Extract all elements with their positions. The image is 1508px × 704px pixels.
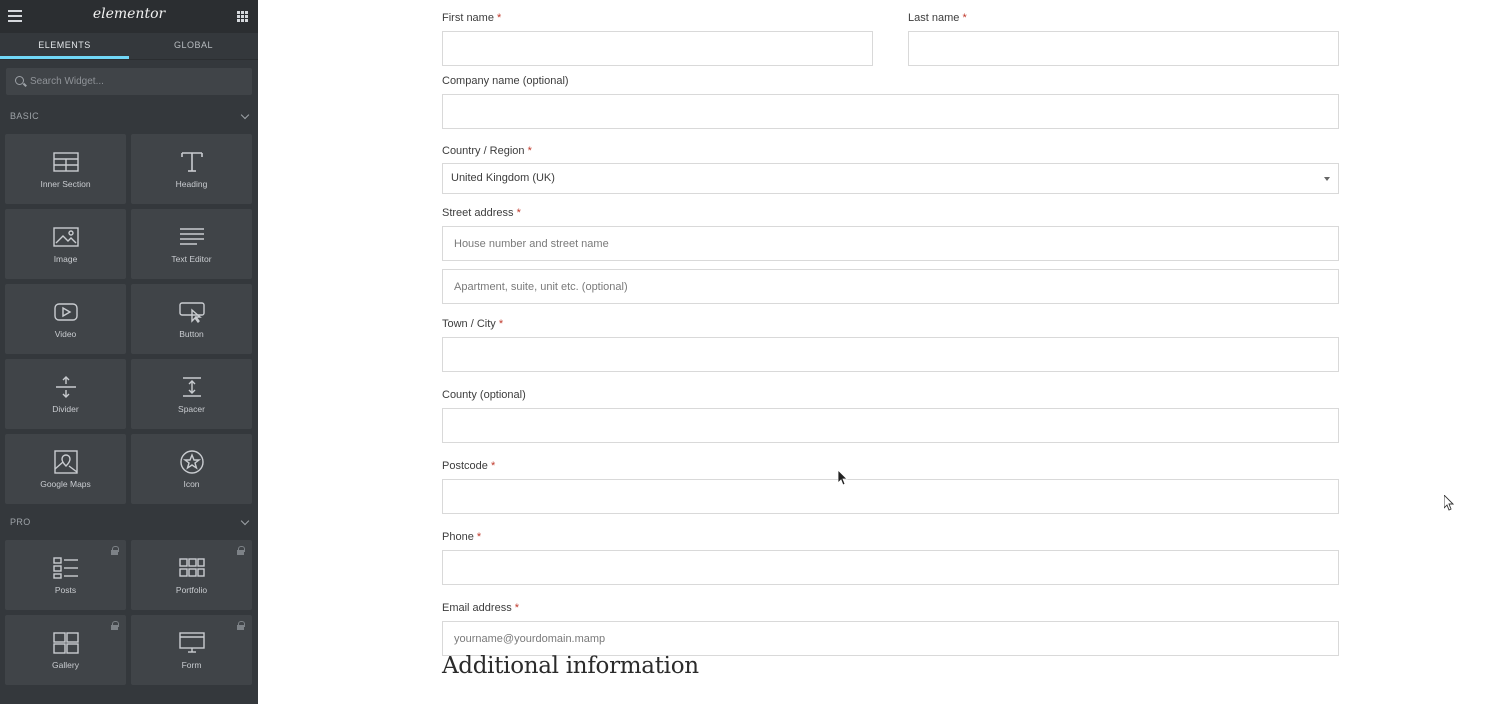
street-group bbox=[442, 206, 1339, 304]
category-pro-header[interactable] bbox=[0, 509, 258, 535]
country-select[interactable] bbox=[442, 163, 1339, 194]
widget-label: Image bbox=[53, 253, 78, 264]
first-name-group bbox=[442, 11, 873, 66]
widget-label: Spacer bbox=[178, 403, 205, 414]
editor-preview bbox=[258, 0, 1508, 704]
panel-header bbox=[0, 0, 258, 33]
widget-label: Text Editor bbox=[171, 253, 212, 264]
tab-global[interactable]: GLOBAL bbox=[173, 40, 214, 50]
widget-label: Icon bbox=[183, 478, 200, 489]
town-input[interactable] bbox=[442, 337, 1339, 372]
postcode-label: Postcode * bbox=[442, 460, 496, 472]
country-selected-value: United Kingdom (UK) bbox=[451, 172, 555, 184]
first-name-label: First name * bbox=[442, 12, 502, 24]
postcode-group bbox=[442, 459, 1339, 514]
basic-widgets-grid bbox=[0, 129, 258, 509]
inner-section-icon bbox=[52, 150, 80, 174]
elementor-logo: elementor bbox=[92, 6, 166, 22]
widget-label: Button bbox=[179, 328, 204, 339]
form-icon bbox=[178, 631, 206, 655]
widget-label: Portfolio bbox=[175, 584, 208, 595]
lock-icon bbox=[111, 621, 118, 629]
category-title: PRO bbox=[10, 517, 31, 527]
widget-label: Divider bbox=[52, 403, 79, 414]
lock-icon bbox=[111, 546, 118, 554]
company-input[interactable] bbox=[442, 94, 1339, 129]
county-label: County (optional) bbox=[442, 389, 526, 401]
mouse-cursor-icon bbox=[838, 470, 848, 486]
chevron-down-icon bbox=[241, 516, 249, 524]
widget-heading[interactable] bbox=[131, 134, 252, 204]
posts-icon bbox=[52, 556, 80, 580]
category-basic-header[interactable] bbox=[0, 103, 258, 129]
pro-widgets-grid bbox=[0, 535, 258, 690]
widget-divider[interactable] bbox=[5, 359, 126, 429]
widget-icon[interactable] bbox=[131, 434, 252, 504]
country-group bbox=[442, 144, 1339, 194]
mouse-cursor-icon bbox=[1444, 495, 1454, 511]
dropdown-arrow-icon bbox=[1324, 177, 1330, 181]
lock-icon bbox=[237, 546, 244, 554]
county-group bbox=[442, 388, 1339, 443]
street-line2-input[interactable] bbox=[442, 269, 1339, 304]
widget-form[interactable] bbox=[131, 615, 252, 685]
lock-icon bbox=[237, 621, 244, 629]
widget-video[interactable] bbox=[5, 284, 126, 354]
widget-label: Google Maps bbox=[40, 478, 91, 489]
country-label: Country / Region * bbox=[442, 145, 532, 157]
town-label: Town / City * bbox=[442, 318, 504, 330]
widget-label: Posts bbox=[54, 584, 77, 595]
county-input[interactable] bbox=[442, 408, 1339, 443]
widget-label: Video bbox=[54, 328, 77, 339]
chevron-down-icon bbox=[241, 110, 249, 118]
video-icon bbox=[52, 300, 80, 324]
heading-icon bbox=[178, 150, 206, 174]
button-icon bbox=[178, 300, 206, 324]
widget-text-editor[interactable] bbox=[131, 209, 252, 279]
widget-label: Heading bbox=[175, 178, 208, 189]
category-title: BASIC bbox=[10, 111, 40, 121]
postcode-input[interactable] bbox=[442, 479, 1339, 514]
last-name-label: Last name * bbox=[908, 12, 967, 24]
widget-inner-section[interactable] bbox=[5, 134, 126, 204]
widget-label: Inner Section bbox=[40, 178, 91, 189]
email-label: Email address * bbox=[442, 602, 520, 614]
widget-gallery[interactable] bbox=[5, 615, 126, 685]
email-group bbox=[442, 601, 1339, 656]
street-label: Street address * bbox=[442, 207, 521, 219]
first-name-input[interactable] bbox=[442, 31, 873, 66]
phone-group bbox=[442, 530, 1339, 585]
last-name-group bbox=[908, 11, 1339, 66]
billing-form bbox=[442, 11, 1339, 656]
panel-tabs bbox=[0, 33, 258, 60]
company-group bbox=[442, 74, 1339, 129]
google-maps-icon bbox=[52, 450, 80, 474]
phone-input[interactable] bbox=[442, 550, 1339, 585]
widget-label: Gallery bbox=[52, 659, 79, 670]
widget-button[interactable] bbox=[131, 284, 252, 354]
widget-image[interactable] bbox=[5, 209, 126, 279]
gallery-icon bbox=[52, 631, 80, 655]
text-editor-icon bbox=[178, 225, 206, 249]
image-icon bbox=[52, 225, 80, 249]
elementor-panel bbox=[0, 0, 258, 704]
divider-icon bbox=[52, 375, 80, 399]
phone-label: Phone * bbox=[442, 531, 482, 543]
widget-search bbox=[6, 68, 252, 95]
company-label: Company name (optional) bbox=[442, 75, 569, 87]
email-input[interactable] bbox=[442, 621, 1339, 656]
widget-google-maps[interactable] bbox=[5, 434, 126, 504]
town-group bbox=[442, 317, 1339, 372]
widget-search-input[interactable] bbox=[30, 68, 240, 95]
widget-portfolio[interactable] bbox=[131, 540, 252, 610]
star-icon bbox=[178, 450, 206, 474]
widget-label: Form bbox=[181, 659, 202, 670]
tab-elements[interactable]: ELEMENTS bbox=[0, 33, 129, 59]
spacer-icon bbox=[178, 375, 206, 399]
search-icon bbox=[15, 76, 24, 85]
widget-posts[interactable] bbox=[5, 540, 126, 610]
widgets-grid-icon[interactable] bbox=[237, 11, 248, 22]
portfolio-icon bbox=[178, 556, 206, 580]
last-name-input[interactable] bbox=[908, 31, 1339, 66]
additional-information-heading: Additional information bbox=[442, 653, 699, 679]
street-line1-input[interactable] bbox=[442, 226, 1339, 261]
widget-spacer[interactable] bbox=[131, 359, 252, 429]
